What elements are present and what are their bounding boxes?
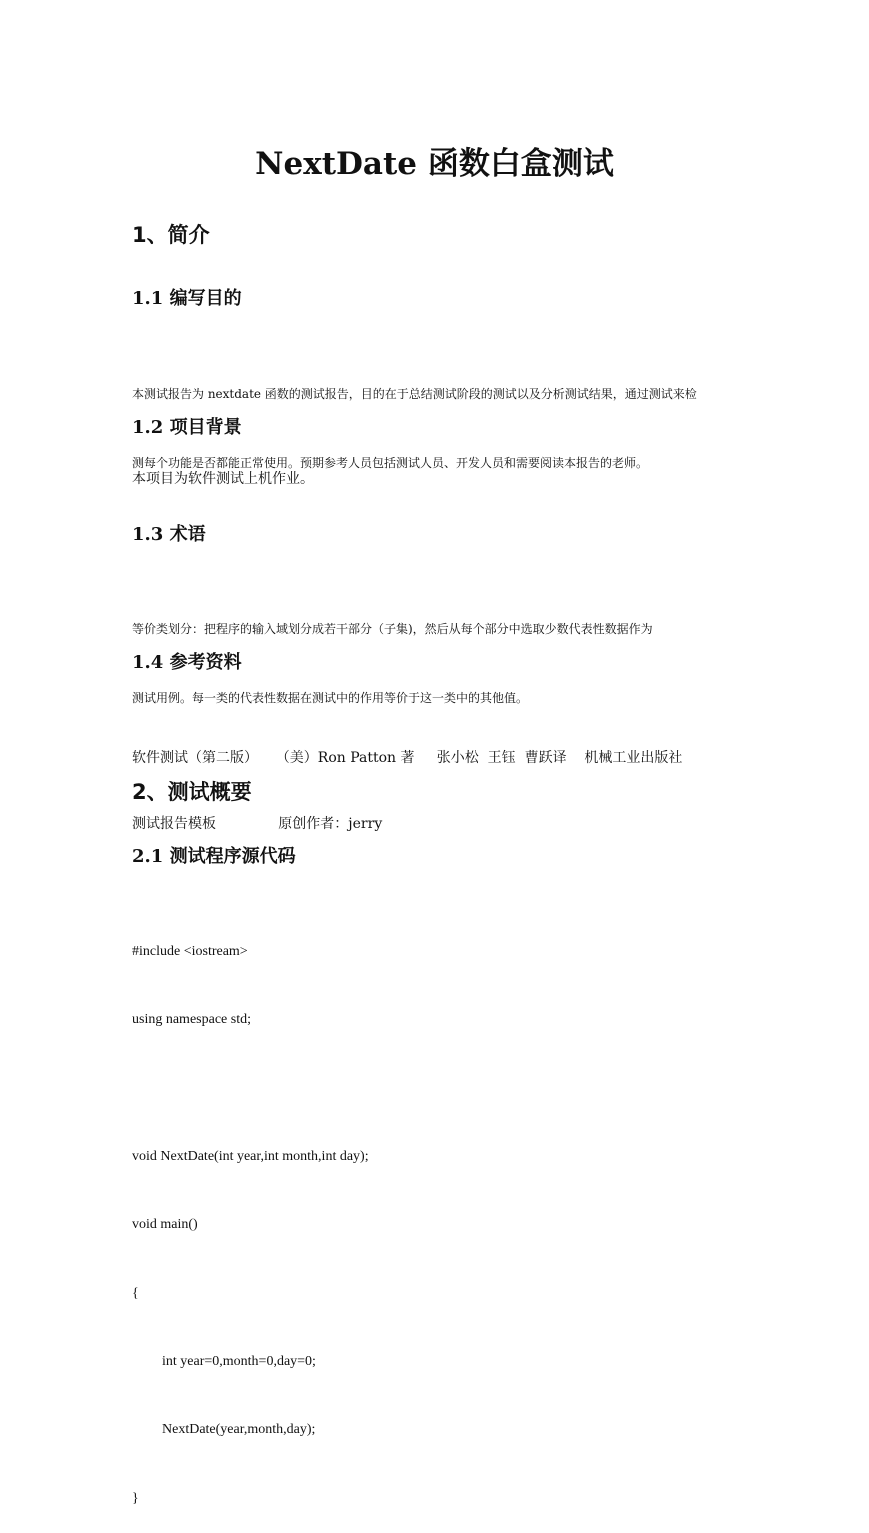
code-line: void NextDate(int year,int month,int day); xyxy=(132,1148,369,1164)
code-line: void main() xyxy=(132,1217,198,1233)
code-line: using namespace std; xyxy=(132,1011,251,1027)
subsection-heading-purpose: 1.1 编写目的 xyxy=(132,288,242,309)
document-title: NextDate 函数白盒测试 xyxy=(255,146,614,182)
subsection-heading-background: 1.2 项目背景 xyxy=(132,417,242,438)
code-line: } xyxy=(132,1490,139,1506)
code-line: int year=0,month=0,day=0; xyxy=(162,1353,316,1369)
subsection-heading-references: 1.4 参考资料 xyxy=(132,652,242,673)
section-heading-test-overview: 2、测试概要 xyxy=(132,780,252,804)
code-line: NextDate(year,month,day); xyxy=(162,1422,316,1438)
subsection-heading-source-code: 2.1 测试程序源代码 xyxy=(132,846,296,867)
code-line: #include <iostream> xyxy=(132,943,248,959)
code-line: { xyxy=(132,1285,139,1301)
background-paragraph: 本项目为软件测试上机作业。 xyxy=(132,471,314,487)
section-heading-intro: 1、简介 xyxy=(132,223,210,247)
source-code-block xyxy=(132,895,369,1533)
code-line xyxy=(132,1077,369,1100)
reference-item: 软件测试（第二版） （美）Ron Patton 著 张小松 王钰 曹跃译 机械工业出版社 xyxy=(132,750,683,766)
purpose-line-1: 本测试报告为 nextdate 函数的测试报告，目的在于总结测试阶段的测试以及分析测试结果，通过测试来检 xyxy=(132,387,697,401)
terms-line-2: 测试用例。每一类的代表性数据在测试中的作用等价于这一类中的其他值。 xyxy=(132,691,529,705)
purpose-line-2: 测每个功能是否都能正常使用。预期参考人员包括测试人员、开发人员和需要阅读本报告的老师。 xyxy=(132,456,649,470)
reference-item: 测试报告模板 原创作者：jerry xyxy=(132,816,383,832)
terms-line-1: 等价类划分：把程序的输入域划分成若干部分（子集)，然后从每个部分中选取少数代表性数据作为 xyxy=(132,622,653,636)
subsection-heading-terms: 1.3 术语 xyxy=(132,524,206,545)
